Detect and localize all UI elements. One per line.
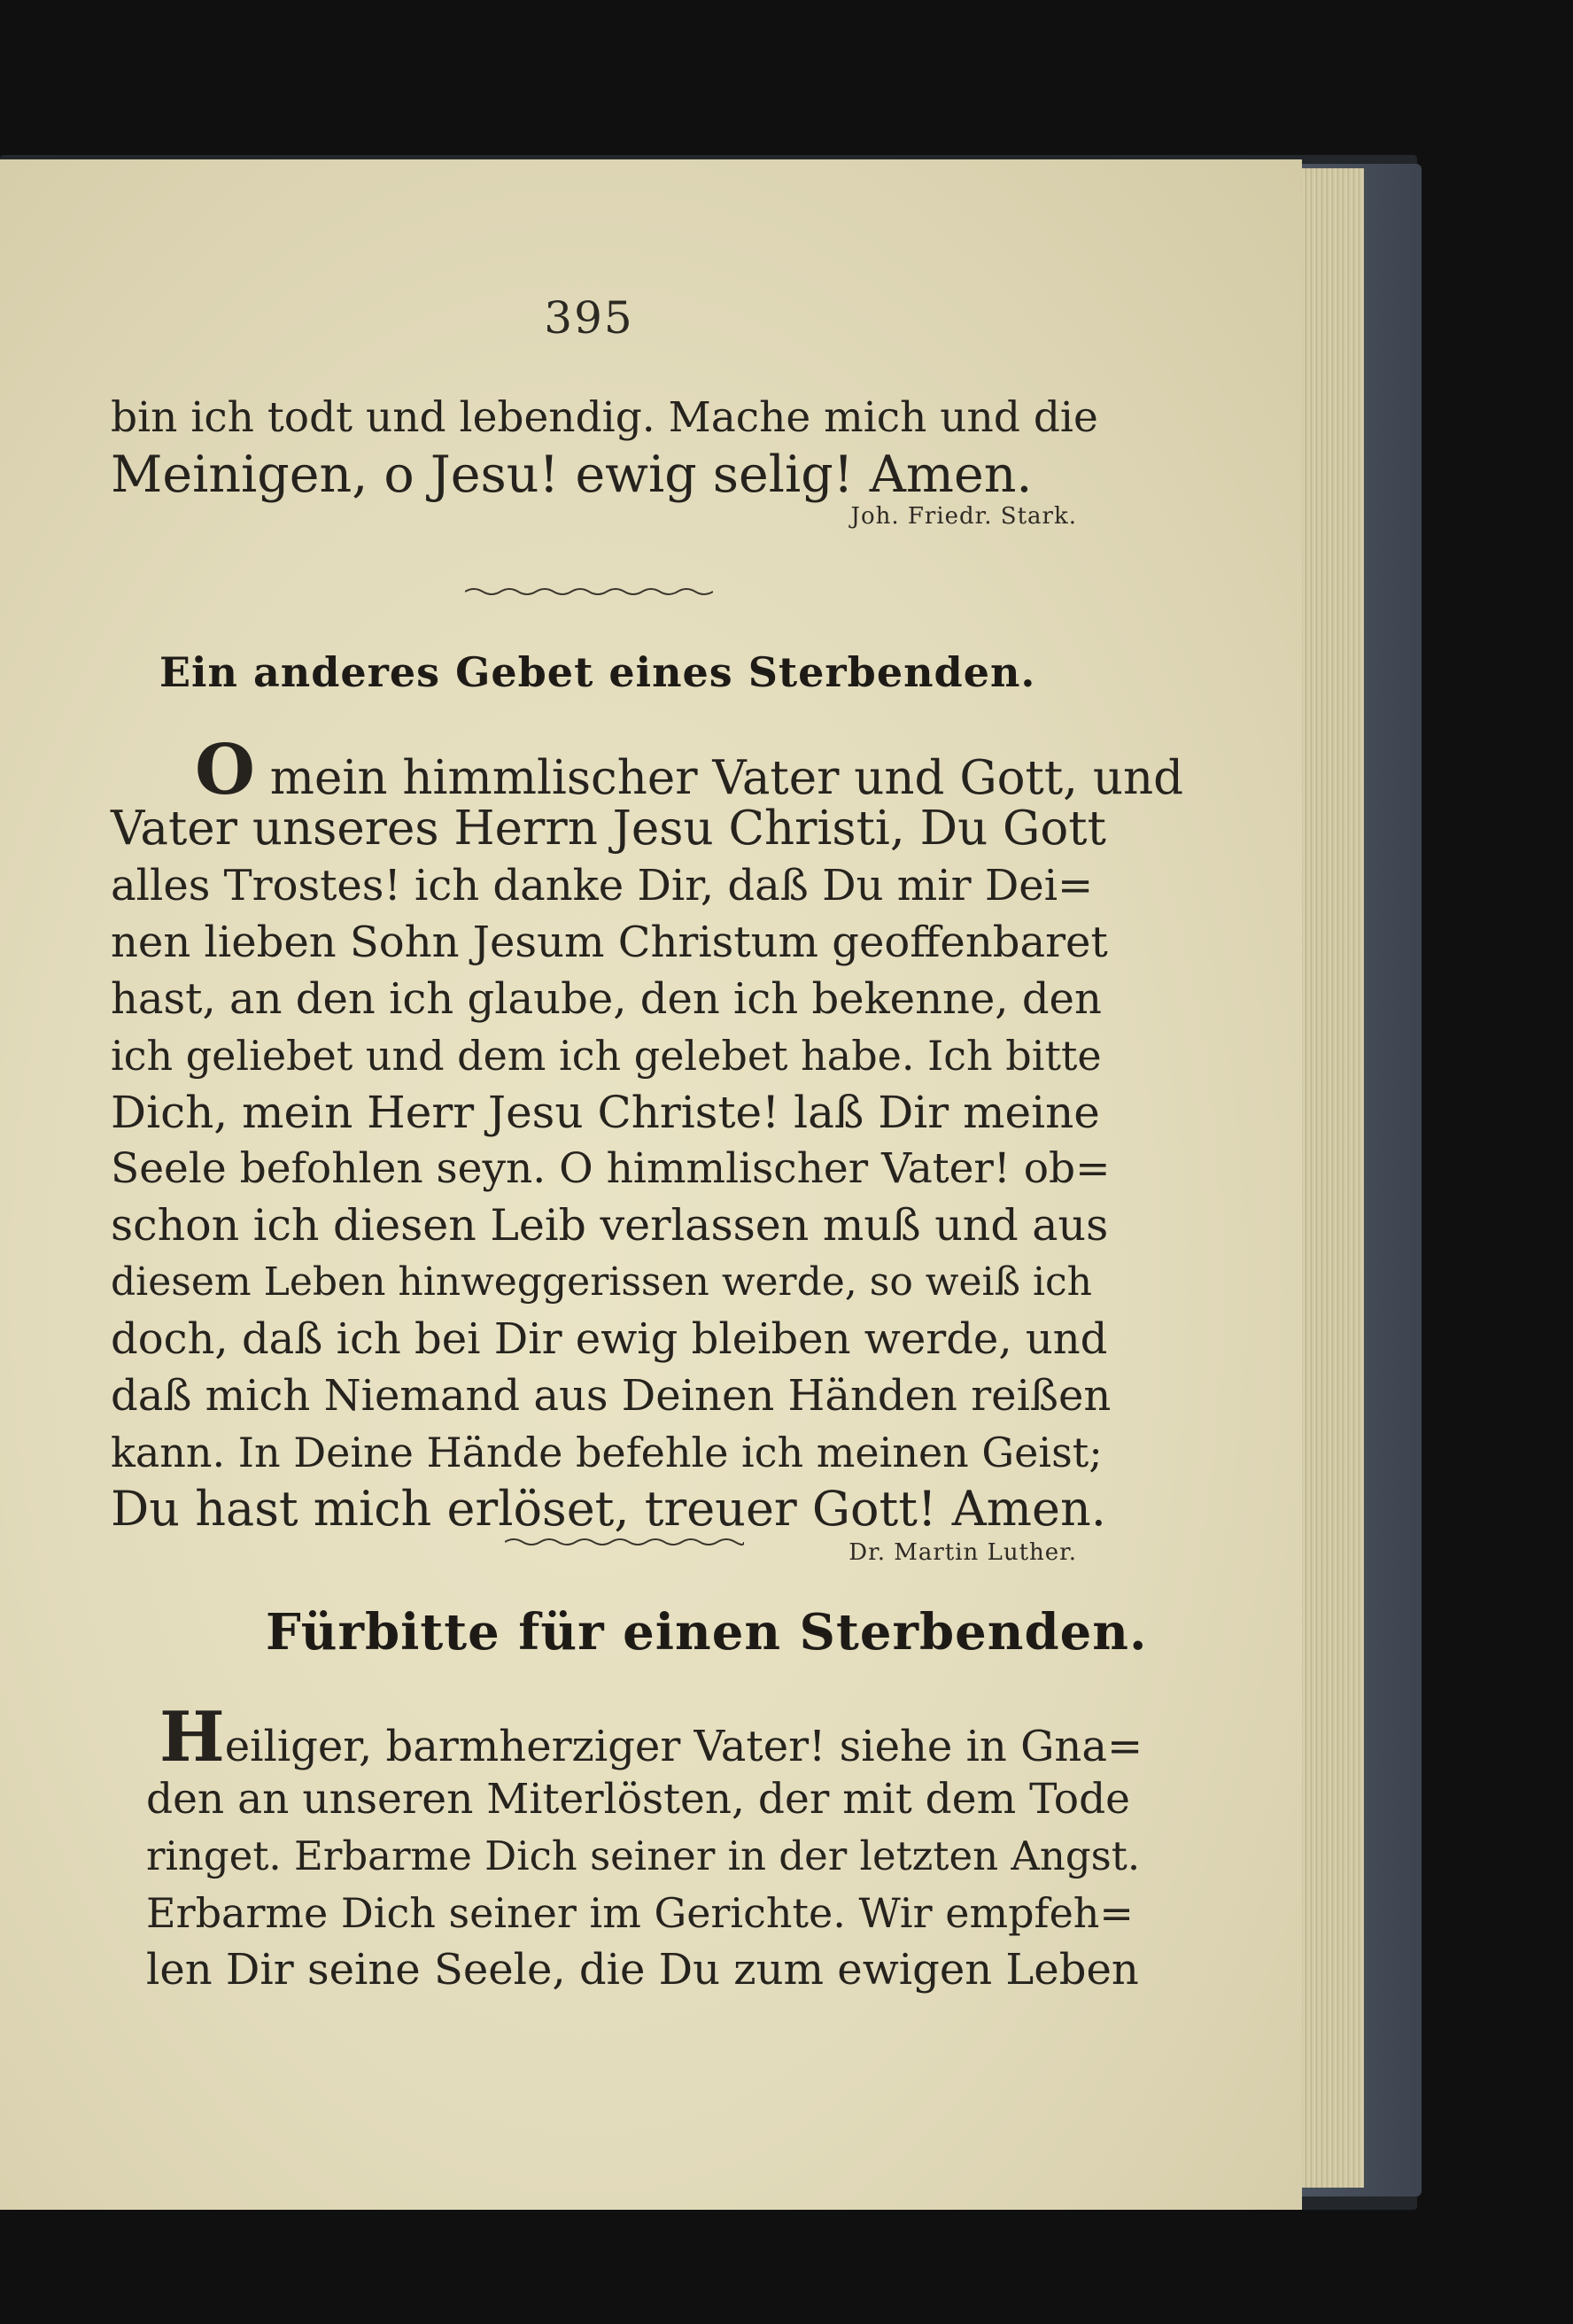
text-line: ich geliebet und dem ich gelebet habe. Ich bitte: [111, 1032, 1102, 1080]
text-line: doch, daß ich bei Dir ewig bleiben werde, und: [111, 1314, 1108, 1364]
text-line: den an unseren Miterlösten, der mit dem Tode: [146, 1775, 1130, 1824]
drop-cap: H: [159, 1697, 225, 1778]
text-line: [159, 1697, 1160, 1778]
text-line: [195, 730, 1196, 810]
ornamental-divider: [505, 1537, 744, 1547]
text-line: Seele befohlen seyn. O himmlischer Vater! ob=: [111, 1144, 1111, 1193]
text-line: kann. In Deine Hände befehle ich meinen Geist;: [111, 1429, 1103, 1476]
text-line-rest: eiliger, barmherziger Vater! siehe in Gna=: [224, 1722, 1143, 1771]
text-line: Vater unseres Herrn Jesu Christi, Du Gott: [111, 802, 1106, 856]
attribution: Joh. Friedr. Stark.: [850, 503, 1077, 530]
text-line: Du hast mich erlöset, treuer Gott! Amen.: [111, 1481, 1106, 1537]
ornamental-divider: [465, 586, 713, 597]
text-line: nen lieben Sohn Jesum Christum geoffenbaret: [111, 918, 1108, 967]
text-line: schon ich diesen Leib verlassen muß und aus: [111, 1200, 1109, 1251]
text-line: Erbarme Dich seiner im Gerichte. Wir empfeh=: [146, 1889, 1134, 1937]
section-heading: Ein anderes Gebet eines Sterbenden.: [159, 648, 1036, 696]
attribution: Dr. Martin Luther.: [848, 1539, 1077, 1566]
text-line: diesem Leben hinweggerissen werde, so weiß ich: [111, 1259, 1093, 1305]
text-line-rest: mein himmlischer Vater und Gott, und: [254, 751, 1184, 805]
text-line: hast, an den ich glaube, den ich bekenne, den: [111, 974, 1102, 1024]
text-line: bin ich todt und lebendig. Mache mich und die: [111, 393, 1098, 442]
text-line: ringet. Erbarme Dich seiner in der letzten Angst.: [146, 1832, 1141, 1879]
text-line: alles Trostes! ich danke Dir, daß Du mir Dei=: [111, 861, 1094, 910]
drop-cap: O: [195, 730, 255, 810]
text-line: Meinigen, o Jesu! ewig selig! Amen.: [111, 445, 1033, 504]
text-line: len Dir seine Seele, die Du zum ewigen Leben: [146, 1945, 1139, 1995]
text-line: Dich, mein Herr Jesu Christe! laß Dir meine: [111, 1087, 1100, 1138]
section-heading: Fürbitte für einen Sterbenden.: [266, 1603, 1148, 1662]
text-line: daß mich Niemand aus Deinen Händen reißen: [111, 1371, 1112, 1421]
page-number: 395: [544, 292, 634, 344]
